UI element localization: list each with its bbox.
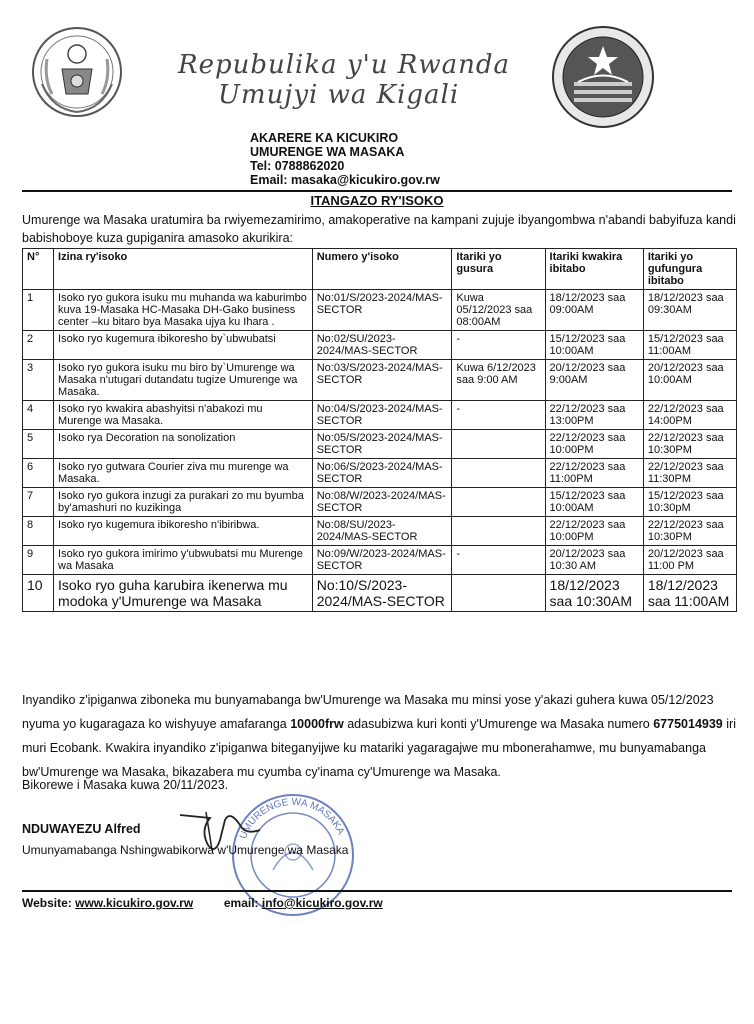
row-opening-date: 15/12/2023 saa 11:00AM xyxy=(643,331,736,360)
row-opening-date: 15/12/2023 saa 10:30pM xyxy=(643,488,736,517)
signed-date: Bikorewe i Masaka kuwa 20/11/2023. xyxy=(22,778,229,792)
row-no: 5 xyxy=(23,430,54,459)
row-visit-date xyxy=(452,459,545,488)
row-reception-date: 18/12/2023 saa 10:30AM xyxy=(545,575,643,612)
table-row xyxy=(23,546,737,575)
header-divider xyxy=(22,190,732,192)
rwanda-coat-of-arms-emblem xyxy=(22,24,132,120)
instructions-text-a: Inyandiko z'ipiganwa ziboneka mu bunyamabanga bw'Umurenge wa Masaka mu minsi yose y'akazi guhera kuwa 05/12/2023 nyuma yo kugaragaza ko wishyuye amafaranga xyxy=(22,693,714,731)
row-opening-date: 20/12/2023 saa 10:00AM xyxy=(643,360,736,401)
table-row xyxy=(23,575,737,612)
header-visit-date: Itariki yo gusura xyxy=(452,249,545,290)
row-reception-date: 20/12/2023 saa 10:30 AM xyxy=(545,546,643,575)
row-name: Isoko ryo gukora inzugi za purakari zo mu byumba by'amashuri no kuzikinga xyxy=(54,488,313,517)
row-visit-date xyxy=(452,575,545,612)
header-title-line2: Umujyi wa Kigali xyxy=(218,80,460,110)
row-number: No:05/S/2023-2024/MAS-SECTOR xyxy=(312,430,452,459)
row-name: Isoko ryo gukora isuku mu biro by`Umurenge wa Masaka n'utugari dutandatu tugize Umurenge wa Masaka. xyxy=(54,360,313,401)
row-no: 6 xyxy=(23,459,54,488)
row-name: Isoko ryo gutwara Courier ziva mu murenge wa Masaka. xyxy=(54,459,313,488)
row-opening-date: 18/12/2023 saa 09:30AM xyxy=(643,290,736,331)
stamp-text: UMURENGE WA MASAKA xyxy=(237,796,347,841)
row-name: Isoko rya Decoration na sonolization xyxy=(54,430,313,459)
row-opening-date: 22/12/2023 saa 10:30PM xyxy=(643,430,736,459)
row-number: No:02/SU/2023-2024/MAS-SECTOR xyxy=(312,331,452,360)
table-header-row xyxy=(23,249,737,290)
row-name: Isoko ryo gukora isuku mu muhanda wa kaburimbo kuva 19-Masaka HC-Masaka DH-Gako business center –ku bitaro bya Masaka ujya ku Ihara . xyxy=(54,290,313,331)
row-number: No:09/W/2023-2024/MAS-SECTOR xyxy=(312,546,452,575)
row-opening-date: 20/12/2023 saa 11:00 PM xyxy=(643,546,736,575)
row-number: No:04/S/2023-2024/MAS-SECTOR xyxy=(312,401,452,430)
row-visit-date: - xyxy=(452,546,545,575)
row-reception-date: 22/12/2023 saa 11:00PM xyxy=(545,459,643,488)
row-name: Isoko ryo kugemura ibikoresho n'ibiribwa. xyxy=(54,517,313,546)
row-number: No:01/S/2023-2024/MAS-SECTOR xyxy=(312,290,452,331)
email-address: Email: masaka@kicukiro.gov.rw xyxy=(250,173,440,187)
district-name: AKARERE KA KICUKIRO xyxy=(250,131,399,145)
instructions-paragraph xyxy=(22,688,737,784)
document-title xyxy=(0,193,754,208)
row-opening-date: 22/12/2023 saa 11:30PM xyxy=(643,459,736,488)
row-reception-date: 22/12/2023 saa 10:00PM xyxy=(545,517,643,546)
row-no: 1 xyxy=(23,290,54,331)
row-opening-date: 22/12/2023 saa 14:00PM xyxy=(643,401,736,430)
table-row xyxy=(23,459,737,488)
row-name: Isoko ryo guha karubira ikenerwa mu modoka y'Umurenge wa Masaka xyxy=(54,575,313,612)
row-number: No:06/S/2023-2024/MAS-SECTOR xyxy=(312,459,452,488)
row-number: No:03/S/2023-2024/MAS-SECTOR xyxy=(312,360,452,401)
table-row xyxy=(23,430,737,459)
row-no: 3 xyxy=(23,360,54,401)
row-visit-date: Kuwa 6/12/2023 saa 9:00 AM xyxy=(452,360,545,401)
footer-email-link[interactable]: info@kicukiro.gov.rw xyxy=(261,896,383,910)
fee-amount: 10000frw xyxy=(290,717,344,731)
row-no: 9 xyxy=(23,546,54,575)
row-visit-date xyxy=(452,430,545,459)
instructions-text-b: adasubizwa kuri konti y'Umurenge wa Masaka numero xyxy=(347,717,650,731)
row-reception-date: 18/12/2023 saa 09:00AM xyxy=(545,290,643,331)
row-no: 7 xyxy=(23,488,54,517)
intro-paragraph: Umurenge wa Masaka uratumira ba rwiyemezamirimo, amakoperative na kampani zujuje ibyangombwa n'abandi babyifuza kandi babishoboye kuza gupiganira amasoko akurikira: xyxy=(22,213,736,245)
row-reception-date: 22/12/2023 saa 13:00PM xyxy=(545,401,643,430)
row-name: Isoko ryo kwakira abashyitsi n'abakozi mu Murenge wa Masaka. xyxy=(54,401,313,430)
row-no: 8 xyxy=(23,517,54,546)
row-opening-date: 22/12/2023 saa 10:30PM xyxy=(643,517,736,546)
row-number: No:08/SU/2023-2024/MAS-SECTOR xyxy=(312,517,452,546)
table-row xyxy=(23,517,737,546)
header-opening-date: Itariki yo gufungura ibitabo xyxy=(643,249,736,290)
table-row xyxy=(23,488,737,517)
row-visit-date: Kuwa 05/12/2023 saa 08:00AM xyxy=(452,290,545,331)
website-link[interactable]: www.kicukiro.gov.rw xyxy=(75,896,194,910)
row-reception-date: 20/12/2023 saa 9:00AM xyxy=(545,360,643,401)
row-no: 4 xyxy=(23,401,54,430)
row-visit-date: - xyxy=(452,401,545,430)
document-title-text: ITANGAZO RY'ISOKO xyxy=(310,193,444,208)
header-name: Izina ry'isoko xyxy=(54,249,313,290)
row-name: Isoko ryo kugemura ibikoresho by`ubwubatsi xyxy=(54,331,313,360)
row-no: 10 xyxy=(23,575,54,612)
row-reception-date: 15/12/2023 saa 10:00AM xyxy=(545,488,643,517)
footer xyxy=(22,896,383,910)
header-title-line1: Repubulika y'u Rwanda xyxy=(178,50,510,80)
footer-email-label: email: xyxy=(223,896,259,910)
website-label: Website: xyxy=(22,896,72,910)
kigali-city-emblem xyxy=(548,24,658,130)
header-no: N° xyxy=(23,249,54,290)
table-row xyxy=(23,401,737,430)
row-number: No:10/S/2023-2024/MAS-SECTOR xyxy=(312,575,452,612)
phone-number: Tel: 0788862020 xyxy=(250,159,345,173)
instructions-text-c: iri muri Ecobank. Kwakira inyandiko z'ipiganwa biteganyijwe ku matariki yagaragajwe mu mbonerahamwe, mu bunyamabanga bw'Umurenge wa Masaka, bikazabera mu cyumba cy'inama cy'Umurenge wa Masaka. xyxy=(22,717,736,779)
signer-title: Umunyamabanga Nshingwabikorwa w'Umurenge wa Masaka xyxy=(22,843,349,857)
header-number: Numero y'isoko xyxy=(312,249,452,290)
footer-divider xyxy=(22,890,732,892)
row-visit-date: - xyxy=(452,331,545,360)
table-row xyxy=(23,331,737,360)
row-reception-date: 22/12/2023 saa 10:00PM xyxy=(545,430,643,459)
account-number: 6775014939 xyxy=(653,717,723,731)
row-number: No:08/W/2023-2024/MAS-SECTOR xyxy=(312,488,452,517)
row-no: 2 xyxy=(23,331,54,360)
header-reception-date: Itariki kwakira ibitabo xyxy=(545,249,643,290)
tender-table xyxy=(22,248,737,612)
table-row xyxy=(23,360,737,401)
row-visit-date xyxy=(452,517,545,546)
signer-name: NDUWAYEZU Alfred xyxy=(22,822,141,836)
row-reception-date: 15/12/2023 saa 10:00AM xyxy=(545,331,643,360)
row-name: Isoko ryo gukora imirimo y'ubwubatsi mu Murenge wa Masaka xyxy=(54,546,313,575)
table-row xyxy=(23,290,737,331)
sector-name: UMURENGE WA MASAKA xyxy=(250,145,405,159)
row-opening-date: 18/12/2023 saa 11:00AM xyxy=(643,575,736,612)
row-visit-date xyxy=(452,488,545,517)
